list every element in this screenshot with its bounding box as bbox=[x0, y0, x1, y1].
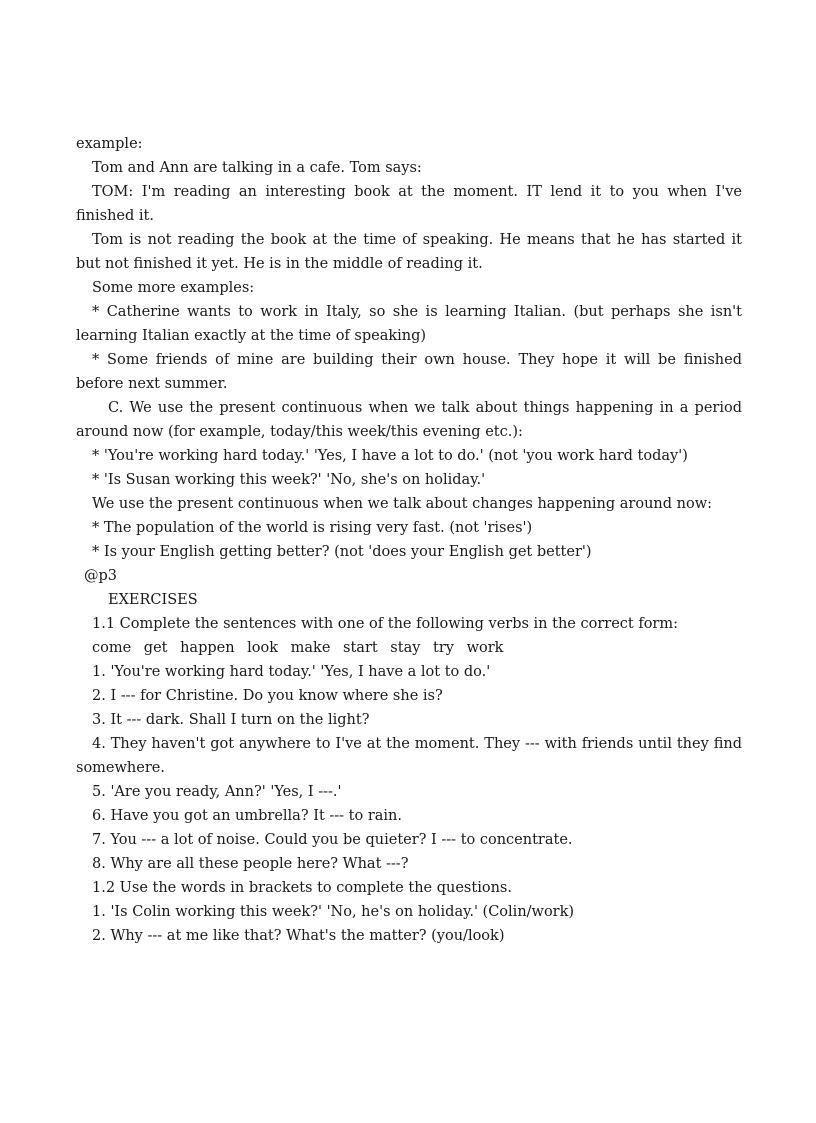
exercise-1-1-item-8: 8. Why are all these people here? What ---? bbox=[92, 856, 409, 872]
exercise-1-1-instructions: 1.1 Complete the sentences with one of the following verbs in the correct form: bbox=[92, 616, 678, 632]
example-friends: * Some friends of mine are building their own house. They hope it will be finished before next summer. bbox=[76, 352, 742, 392]
exercise-1-1-item-1: 1. 'You're working hard today.' 'Yes, I have a lot to do.' bbox=[92, 664, 491, 680]
example-population: * The population of the world is rising very fast. (not 'rises') bbox=[92, 520, 533, 536]
document-page bbox=[76, 132, 742, 948]
exercise-1-1-wordbank: come get happen look make start stay try work bbox=[92, 640, 504, 656]
example-english: * Is your English getting better? (not 'does your English get better') bbox=[92, 544, 592, 560]
example-catherine: * Catherine wants to work in Italy, so she is learning Italian. (but perhaps she isn't learning Italian exactly at the time of speaking) bbox=[76, 304, 742, 344]
exercise-1-2-item-2: 2. Why --- at me like that? What's the matter? (you/look) bbox=[92, 928, 505, 944]
exercise-1-1-item-5: 5. 'Are you ready, Ann?' 'Yes, I ---.' bbox=[92, 784, 342, 800]
more-examples-heading: Some more examples: bbox=[92, 280, 255, 296]
explanation-paragraph: Tom is not reading the book at the time of speaking. He means that he has started it but not finished it yet. He is in the middle of reading it. bbox=[76, 232, 742, 272]
section-c-paragraph: C. We use the present continuous when we talk about things happening in a period around now (for example, today/this week/this evening etc.): bbox=[76, 400, 742, 440]
example-label: example: bbox=[76, 136, 143, 152]
exercise-1-2-item-1: 1. 'Is Colin working this week?' 'No, he's on holiday.' (Colin/work) bbox=[92, 904, 575, 920]
exercise-1-1-item-2: 2. I --- for Christine. Do you know where she is? bbox=[92, 688, 443, 704]
page-marker: @p3 bbox=[84, 568, 118, 584]
example-susan: * 'Is Susan working this week?' 'No, she's on holiday.' bbox=[92, 472, 486, 488]
tom-quote-paragraph: TOM: I'm reading an interesting book at the moment. IT lend it to you when I've finished it. bbox=[76, 184, 742, 224]
exercise-1-1-item-4: 4. They haven't got anywhere to I've at the moment. They --- with friends until they find somewhere. bbox=[76, 736, 742, 776]
exercise-1-1-item-6: 6. Have you got an umbrella? It --- to rain. bbox=[92, 808, 403, 824]
exercises-heading: EXERCISES bbox=[108, 592, 198, 608]
exercise-1-2-instructions: 1.2 Use the words in brackets to complete the questions. bbox=[92, 880, 512, 896]
changes-rule-paragraph: We use the present continuous when we talk about changes happening around now: bbox=[92, 496, 713, 512]
example-working-hard: * 'You're working hard today.' 'Yes, I have a lot to do.' (not 'you work hard today') bbox=[92, 448, 688, 464]
intro-paragraph: Tom and Ann are talking in a cafe. Tom says: bbox=[92, 160, 422, 176]
exercise-1-1-item-3: 3. It --- dark. Shall I turn on the light? bbox=[92, 712, 370, 728]
exercise-1-1-item-7: 7. You --- a lot of noise. Could you be quieter? I --- to concentrate. bbox=[92, 832, 573, 848]
